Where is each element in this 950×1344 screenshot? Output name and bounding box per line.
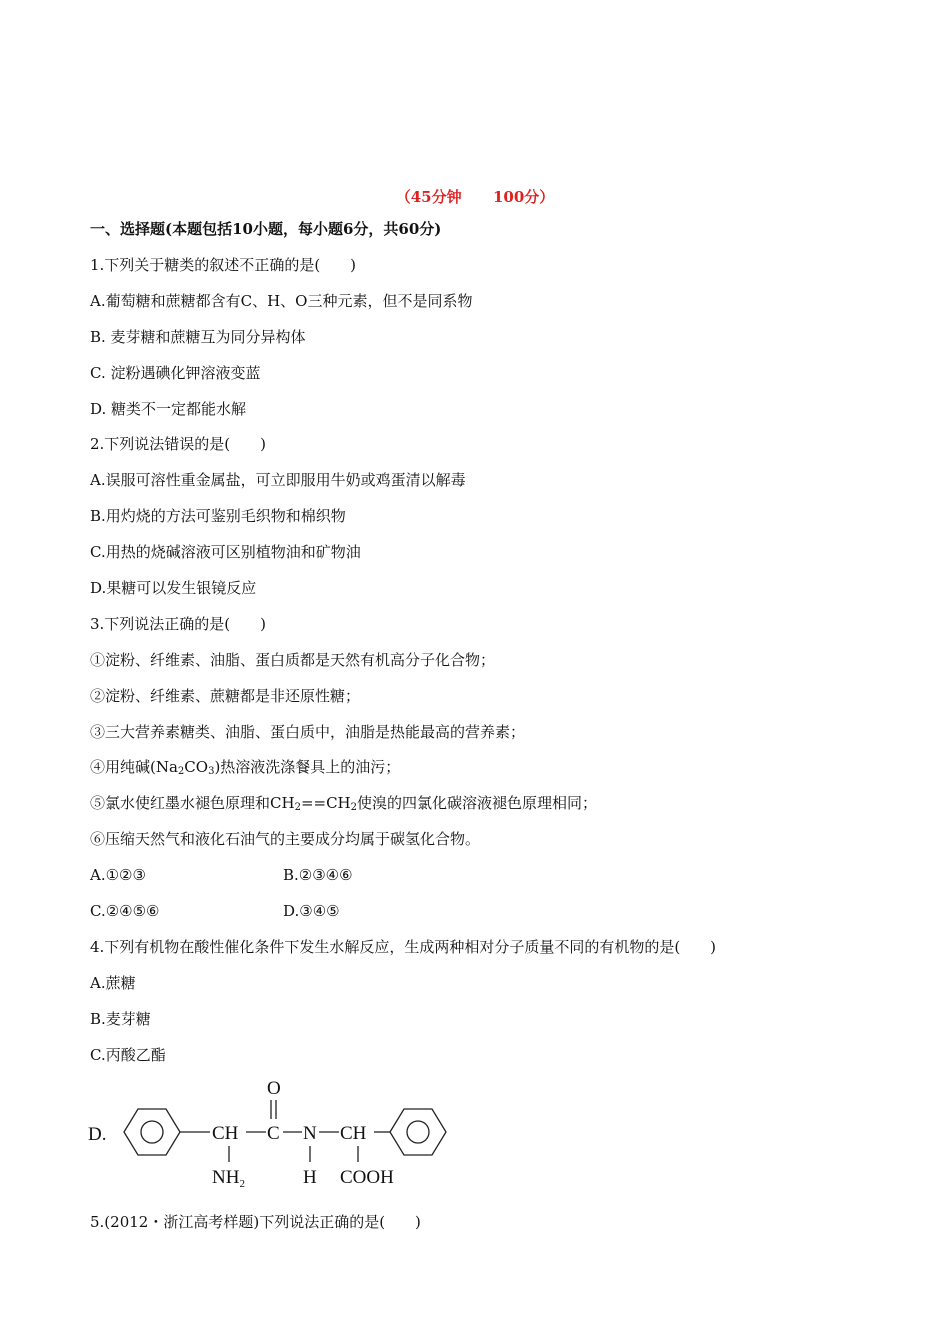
q4-option-c: C.丙酸乙酯 <box>90 1046 166 1064</box>
q3-option-b: B.②③④⑥ <box>283 866 353 884</box>
q4-option-b: B.麦芽糖 <box>90 1010 151 1028</box>
q2-option-a: A.误服可溶性重金属盐，可立即服用牛奶或鸡蛋清以解毒 <box>90 471 466 489</box>
q3-stem: 3.下列说法正确的是( ) <box>90 615 267 633</box>
q3-statement-4: ④用纯碱$(Na_2CO_3)$热溶液洗涤餐具上的油污； <box>90 758 401 777</box>
q3-statement-3: ③三大营养素糖类、油脂、蛋白质中，油脂是热能最高的营养素； <box>90 723 526 741</box>
q1-stem: 1.下列关于糖类的叙述不正确的是( ) <box>90 256 357 274</box>
total-score: 100分） <box>492 188 555 206</box>
amide-nitrogen: N <box>303 1123 317 1144</box>
q1-option-b: B. 麦芽糖和蔗糖互为同分异构体 <box>90 328 306 346</box>
amino-group: $NH_2$ <box>212 1167 245 1190</box>
carbonyl-carbon: C <box>267 1123 280 1144</box>
ch-right: CH <box>340 1123 367 1144</box>
q3-options-row-2 <box>90 901 340 921</box>
q3-option-d: D.③④⑤ <box>283 902 340 920</box>
q3-statement-2: ②淀粉、纤维素、蔗糖都是非还原性糖； <box>90 687 361 705</box>
q1-option-c: C. 淀粉遇碘化钾溶液变蓝 <box>90 364 261 382</box>
amide-hydrogen: H <box>303 1167 317 1188</box>
q2-option-d: D.果糖可以发生银镜反应 <box>90 579 257 597</box>
q4-option-d-label: D. <box>88 1124 107 1145</box>
q1-option-a: A.葡萄糖和蔗糖都含有C、H、O三种元素，但不是同系物 <box>90 292 473 310</box>
carboxyl-group: COOH <box>340 1167 394 1188</box>
q5-stem: 5.(2012・浙江高考样题)下列说法正确的是( ) <box>90 1213 421 1231</box>
q3-statement-5: ⑤氯水使红墨水褪色原理和$CH_2==CH_2$使溴的四氯化碳溶液褪色原理相同； <box>90 794 598 813</box>
q3-statement-6: ⑥压缩天然气和液化石油气的主要成分均属于碳氢化合物。 <box>90 830 481 848</box>
q3-statement-1: ①淀粉、纤维素、油脂、蛋白质都是天然有机高分子化合物； <box>90 651 496 669</box>
section-title: 一、选择题(本题包括10小题，每小题6分，共60分) <box>90 220 442 238</box>
benzene-ring-left <box>124 1109 180 1155</box>
q3-options-row-1 <box>90 865 353 885</box>
q3-option-c: C.②④⑤⑥ <box>90 902 160 920</box>
q4-option-d-structure <box>88 1076 468 1191</box>
q2-stem: 2.下列说法错误的是( ) <box>90 435 267 453</box>
q2-option-b: B.用灼烧的方法可鉴别毛织物和棉织物 <box>90 507 346 525</box>
time-limit: （45分钟 <box>395 188 462 206</box>
q4-stem: 4.下列有机物在酸性催化条件下发生水解反应，生成两种相对分子质量不同的有机物的是( ) <box>90 938 717 956</box>
q2-option-c: C.用热的烧碱溶液可区别植物油和矿物油 <box>90 543 361 561</box>
q3-option-a: A.①②③ <box>90 866 146 884</box>
benzene-ring-right <box>390 1109 446 1155</box>
carbonyl-oxygen: O <box>267 1078 281 1099</box>
ch-left: CH <box>212 1123 239 1144</box>
exam-header <box>0 186 950 207</box>
q4-option-a: A.蔗糖 <box>90 974 136 992</box>
q1-option-d: D. 糖类不一定都能水解 <box>90 400 247 418</box>
